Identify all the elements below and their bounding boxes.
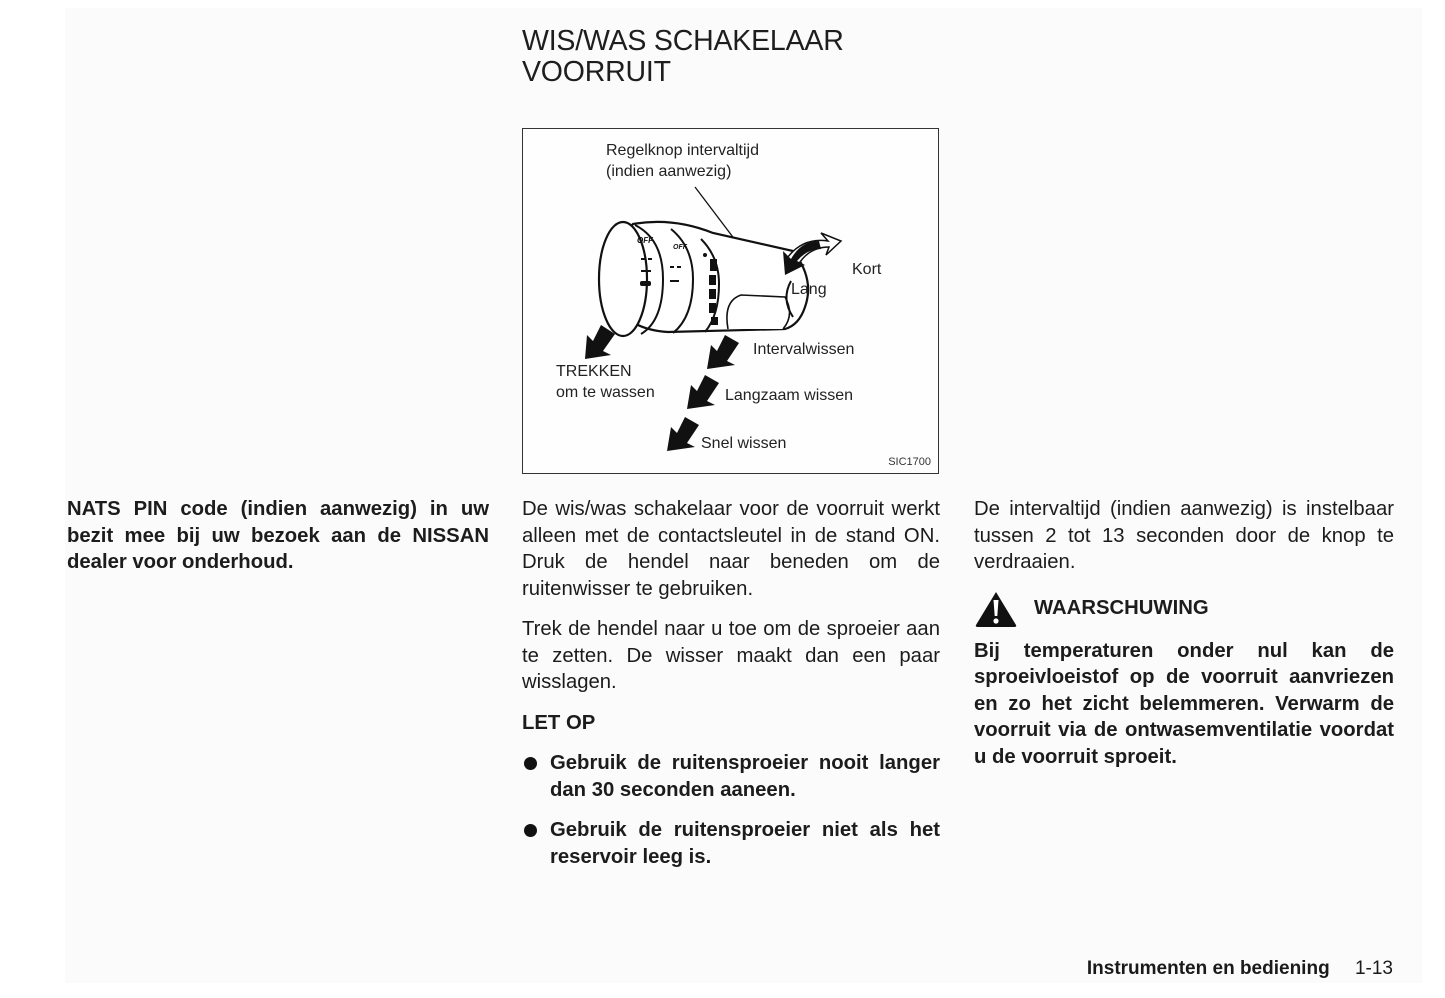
warning-header bbox=[974, 590, 1394, 628]
caution-heading: LET OP bbox=[522, 711, 596, 734]
page-title-line1: WIS/WAS SCHAKELAAR bbox=[522, 25, 844, 57]
footer-section-title: Instrumenten en bediening bbox=[1086, 958, 1330, 979]
label-interval-wipe: Intervalwissen bbox=[753, 341, 855, 358]
caution-bullet bbox=[522, 817, 940, 870]
figure-code: SIC1700 bbox=[888, 456, 931, 468]
page-title bbox=[522, 26, 844, 88]
bullet-icon bbox=[524, 757, 537, 770]
warning-text: Bij temperaturen onder nul kan de sproeivloeistof op de voorruit aanvriezen en zo het zicht belemmeren. Verwarm de voorruit via de ontwasemventilatie voordat u de voorruit sproeit. bbox=[974, 639, 1394, 768]
page-title-line2: VOORRUIT bbox=[522, 56, 671, 88]
warning-heading: WAARSCHUWING bbox=[1034, 597, 1209, 620]
label-kort: Kort bbox=[852, 261, 882, 278]
label-pull-line2: om te wassen bbox=[556, 384, 655, 401]
right-column bbox=[974, 496, 1394, 770]
svg-text:OFF: OFF bbox=[637, 236, 653, 245]
caution-bullet-text: Gebruik de ruitensproeier niet als het reservoir leeg is. bbox=[550, 819, 940, 868]
label-interval-knob-line2: (indien aanwezig) bbox=[606, 163, 732, 180]
svg-text:OFF: OFF bbox=[673, 244, 687, 251]
paragraph-interval-time: De intervaltijd (indien aanwezig) is instelbaar tussen 2 tot 13 seconden door de knop te verdraaien. bbox=[974, 498, 1394, 573]
wiper-switch-figure bbox=[522, 128, 939, 474]
label-interval-knob-line1: Regelknop intervaltijd bbox=[606, 142, 759, 159]
warning-triangle-icon bbox=[974, 590, 1018, 628]
middle-column bbox=[522, 496, 940, 870]
page-number: 1-13 bbox=[1354, 958, 1393, 979]
label-pull-line1: TREKKEN bbox=[556, 363, 632, 380]
label-fast-wipe: Snel wissen bbox=[701, 435, 787, 452]
paragraph-wiper-usage: De wis/was schakelaar voor de voorruit werkt alleen met de contactsleutel in de stand ON. Druk de hendel naar beneden om de ruitenwisser te gebruiken. bbox=[522, 498, 940, 600]
paragraph-washer-usage: Trek de hendel naar u toe om de sproeier aan te zetten. De wisser maakt dan een paar wisslagen. bbox=[522, 618, 940, 693]
label-lang: Lang bbox=[791, 281, 827, 298]
page-footer bbox=[1087, 958, 1393, 980]
left-column bbox=[67, 496, 489, 576]
label-slow-wipe: Langzaam wissen bbox=[725, 387, 854, 404]
nats-pin-note: NATS PIN code (indien aanwezig) in uw bezit mee bij uw bezoek aan de NISSAN dealer voor onderhoud. bbox=[67, 498, 489, 573]
bullet-icon bbox=[524, 824, 537, 837]
caution-bullet-text: Gebruik de ruitensproeier nooit langer dan 30 seconden aaneen. bbox=[550, 752, 940, 801]
caution-bullet bbox=[522, 750, 940, 803]
